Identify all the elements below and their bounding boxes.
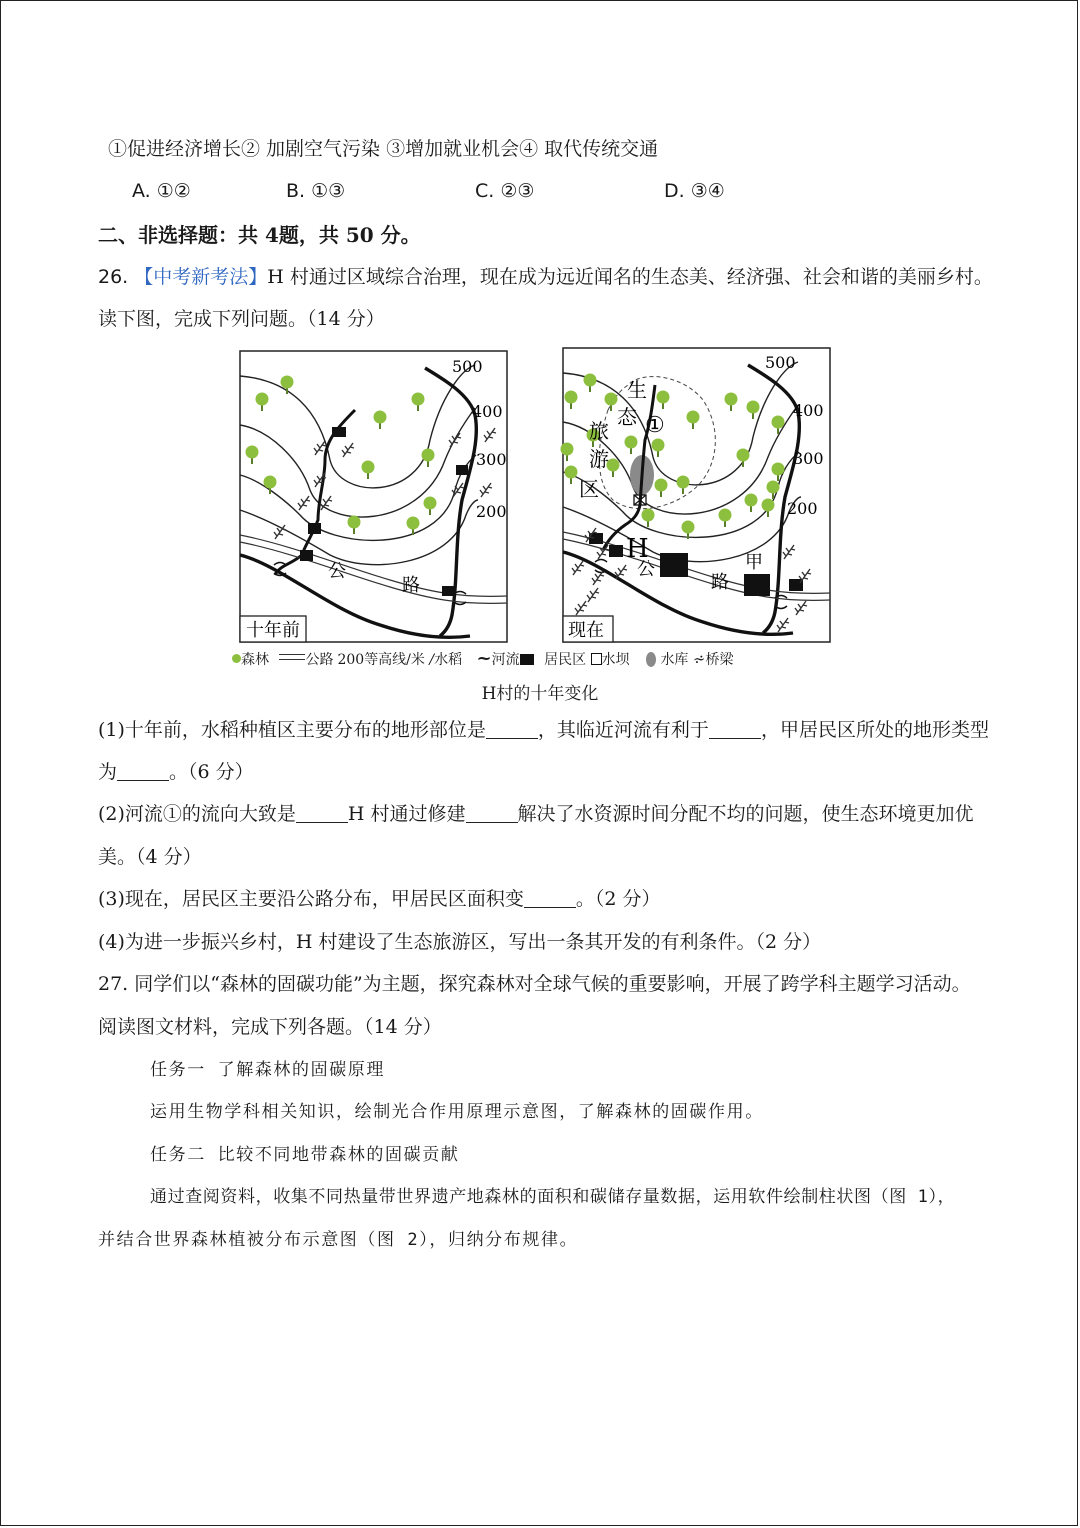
dam-icon: [591, 653, 602, 665]
eco-zone-label: 旅: [589, 419, 609, 443]
legend-reservoir: 水库: [660, 652, 689, 668]
task2-body: 通过查阅资料，收集不同热量带世界遗产地森林的面积和碳储存量数据，运用软件绘制柱状图（图 1），: [150, 1187, 956, 1207]
q26-sub1-text: (1)十年前，水稻种植区主要分布的地形部位是: [98, 719, 486, 741]
section-title: 二、非选择题：共 4题，共 50 分。: [98, 223, 421, 247]
eco-zone-label: 游: [589, 447, 609, 471]
residential-icon: [308, 523, 321, 534]
task1-title: 任务一 了解森林的固碳原理: [150, 1060, 386, 1080]
legend-bridge: 桥梁: [705, 652, 734, 668]
legend-road: 公路: [305, 652, 334, 668]
legend-contour-value: 200: [337, 652, 365, 668]
q26-sub1-text: ，甲居民区所处的地形类型: [760, 719, 989, 741]
q26-sub2-text: H 村通过修建: [347, 803, 466, 825]
option-text: ①③: [311, 180, 346, 202]
q25-option-c[interactable]: [475, 179, 534, 203]
map-ten-years-ago: [240, 351, 507, 642]
h-village-label: H: [626, 534, 649, 564]
eco-zone-label: 生: [627, 378, 647, 402]
option-text: ③④: [690, 180, 725, 202]
legend-river: 河流: [491, 652, 520, 668]
legend-dam: 水坝: [601, 652, 630, 668]
contour-label: 200: [787, 499, 818, 518]
map-label-ten-years-ago: 十年前: [246, 620, 300, 641]
jia-label: 甲: [745, 552, 763, 573]
q27-stem: 27. 同学们以“森林的固碳功能”为主题，探究森林对全球气候的重要影响，开展了跨学科主题学习活动。: [98, 973, 971, 995]
answer-blank[interactable]: [117, 762, 169, 781]
eco-zone-label: 态: [617, 405, 637, 429]
legend-rice: 水稻: [434, 652, 463, 668]
q26-sub1: [98, 718, 989, 742]
residential-icon: [744, 574, 770, 596]
road-label: 公: [328, 561, 346, 582]
option-label: C.: [475, 180, 495, 202]
road-label: 路: [711, 572, 729, 593]
q25-option-d[interactable]: [664, 179, 725, 203]
contour-label: 400: [793, 401, 824, 420]
road-label: 路: [402, 575, 420, 596]
q26-sub3-text: 。（2 分）: [575, 888, 661, 910]
residential-icon: [609, 545, 623, 557]
option-text: ②③: [500, 180, 535, 202]
residential-icon: [300, 550, 313, 561]
q26-sub3-text: (3)现在，居民区主要沿公路分布，甲居民区面积变: [98, 888, 524, 910]
figure-caption: H村的十年变化: [481, 684, 599, 704]
q26-stem-text: H 村通过区域综合治理，现在成为远近闻名的生态美、经济强、社会和谐的美丽乡村。: [267, 266, 993, 288]
contour-label: 200: [476, 502, 507, 521]
q26-sub3: [98, 887, 661, 911]
q25-option-a[interactable]: [132, 179, 191, 203]
q26-stem-line2: 读下图，完成下列问题。（14 分）: [98, 308, 385, 330]
legend-contour: 等高线/米: [364, 652, 425, 668]
q27-stem-line2: 阅读图文材料，完成下列各题。（14 分）: [98, 1016, 442, 1038]
answer-blank[interactable]: [524, 889, 576, 908]
answer-blank[interactable]: [486, 720, 538, 739]
bridge-icon: ⩫: [692, 650, 706, 668]
answer-blank[interactable]: [296, 804, 348, 823]
q26-sub1-text: 。（6 分）: [169, 761, 254, 783]
contour-label: 500: [452, 357, 483, 376]
task2-title: 任务二 比较不同地带森林的固碳贡献: [150, 1145, 460, 1165]
q25-statements: ①促进经济增长② 加剧空气污染 ③增加就业机会④ 取代传统交通: [108, 138, 659, 160]
road-label: 公: [637, 559, 655, 580]
contour-label: 500: [765, 353, 796, 372]
map-now: [561, 348, 831, 642]
forest-icon: [232, 654, 241, 663]
q26-sub2: [98, 802, 974, 826]
option-label: A.: [132, 180, 151, 202]
road-icon: [279, 654, 305, 660]
residential-icon: [442, 586, 456, 596]
q26-number: 26.: [98, 266, 129, 288]
task2-body-cont: 并结合世界森林植被分布示意图（图 2），归纳分布规律。: [98, 1230, 579, 1250]
q26-sub2-cont: 美。（4 分）: [98, 846, 202, 868]
map-label-now: 现在: [568, 620, 604, 641]
contour-label: 400: [472, 402, 503, 421]
river-icon: ~: [476, 648, 492, 669]
residential-icon: [332, 427, 346, 437]
q25-option-b[interactable]: [286, 179, 345, 203]
river-number-label: ①: [645, 413, 665, 438]
q26-sub1-cont: [98, 760, 254, 784]
option-label: B.: [286, 180, 306, 202]
q26-sub1-text: ，其临近河流有利于: [537, 719, 709, 741]
residential-icon: [660, 553, 688, 577]
legend-residential: 居民区: [544, 652, 587, 668]
residential-icon: [520, 654, 534, 665]
q26-tag: 【中考新考法】: [134, 266, 268, 288]
task1-body: 运用生物学科相关知识，绘制光合作用原理示意图，了解森林的固碳作用。: [150, 1102, 764, 1122]
option-text: ①②: [156, 180, 191, 202]
q26-sub2-text: (2)河流①的流向大致是: [98, 803, 296, 825]
reservoir-icon: [646, 652, 656, 667]
eco-zone-label: 区: [579, 477, 599, 501]
answer-blank[interactable]: [466, 804, 518, 823]
contour-label: 300: [476, 450, 507, 469]
rice-icon: /: [429, 652, 435, 668]
q26-sub4: (4)为进一步振兴乡村，H 村建设了生态旅游区，写出一条其开发的有利条件。（2 分）: [98, 931, 822, 953]
h-village-maps: [230, 340, 840, 650]
contour-label: 300: [793, 449, 824, 468]
q26-stem: [98, 265, 993, 289]
answer-blank[interactable]: [709, 720, 761, 739]
legend-forest: 森林: [241, 652, 269, 668]
q26-sub1-text: 为: [98, 761, 118, 783]
residential-icon: [456, 465, 468, 475]
map-legend: [232, 648, 733, 669]
q26-sub2-text: 解决了水资源时间分配不均的问题，使生态环境更加优: [517, 803, 974, 825]
option-label: D.: [664, 180, 685, 202]
